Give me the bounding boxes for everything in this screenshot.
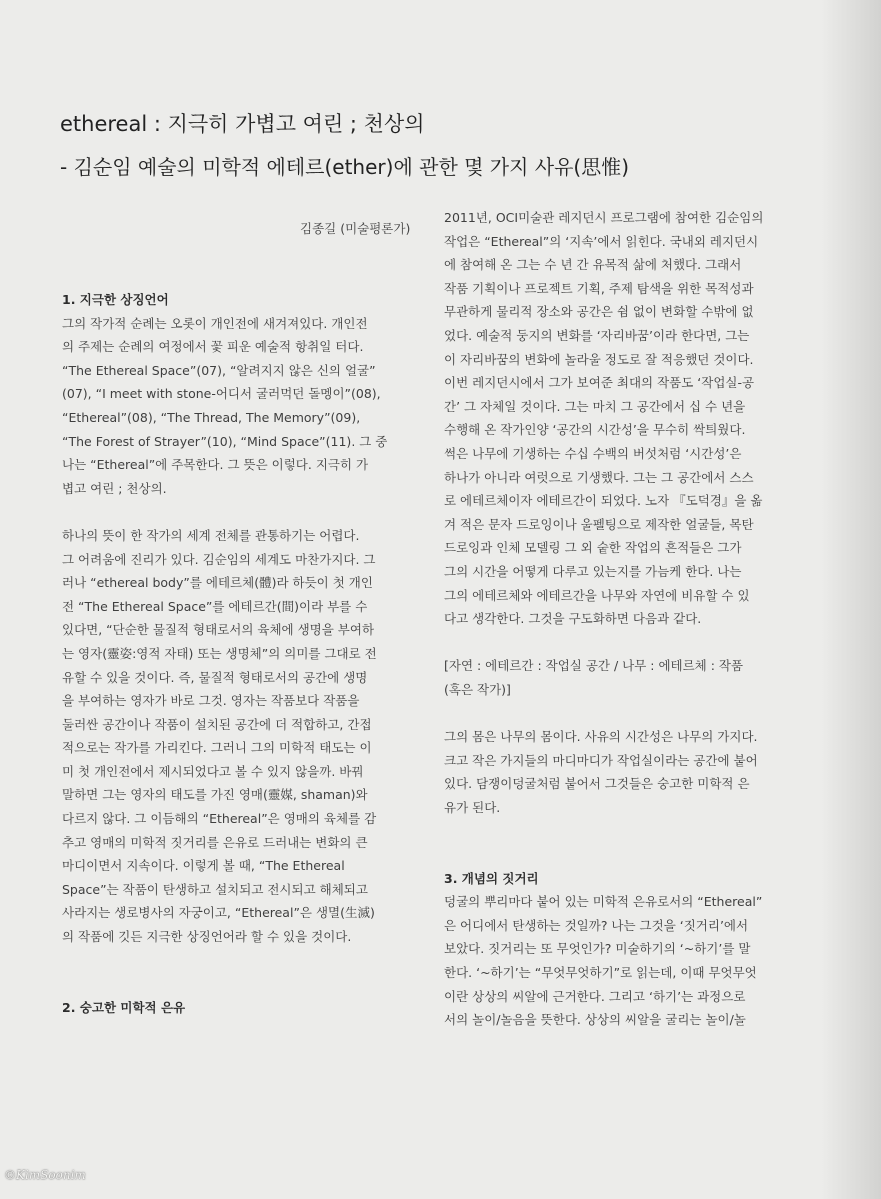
right-column	[444, 206, 770, 1032]
text-line: 간’ 그 자체일 것이다. 그는 마치 그 공간에서 십 수 년을	[444, 398, 746, 414]
article-title: ethereal : 지극히 가볍고 여린 ; 천상의	[60, 112, 425, 136]
text-line: 는 영자(靈姿:영적 자태) 또는 생명체”의 의미를 그대로 전	[62, 645, 377, 661]
text-line: 한다. ‘~하기’는 “무엇무엇하기”로 읽는데, 이때 무엇무엇	[444, 965, 757, 980]
text-line: 은 어디에서 탄생하는 것일까? 나는 그것을 ‘짓거리’에서	[444, 917, 749, 933]
copyright-watermark: ©KimSoonim	[4, 1168, 86, 1182]
text-line: 그 어려움에 진리가 있다. 김순임의 세계도 마찬가지다. 그	[62, 551, 376, 567]
text-line: Space”는 작품이 탄생하고 설치되고 전시되고 해체되고	[62, 881, 368, 897]
paragraph-gap	[444, 631, 770, 655]
section-heading: 2. 숭고한 미학적 은유	[62, 999, 186, 1015]
text-line: (혹은 작가)]	[444, 681, 511, 697]
text-line: 이 자리바꿈의 변화에 놀라울 정도로 잘 적응했던 것이다.	[444, 351, 754, 367]
text-line: 적으로는 작가를 가리킨다. 그러니 그의 미학적 태도는 이	[62, 740, 372, 756]
text-line: 러나 “ethereal body”를 에테르체(體)라 하듯이 첫 개인	[62, 575, 373, 591]
paragraph-gap	[62, 949, 388, 973]
text-line: 있다면, “단순한 물질적 형태로서의 육체에 생명을 부여하	[62, 622, 375, 638]
text-line: 볍고 여린 ; 천상의.	[62, 480, 167, 496]
text-line: 의 주제는 순례의 여정에서 꽃 피운 예술적 항취일 터다.	[62, 339, 364, 355]
paragraph-gap	[444, 701, 770, 725]
text-line: “Ethereal”(08), “The Thread, The Memory”(09),	[62, 409, 361, 425]
text-line: (07), “I meet with stone-어디서 굴러먹던 돌멩이”(08),	[62, 386, 381, 402]
text-line: 다고 생각한다. 그것을 구도화하면 다음과 같다.	[444, 611, 702, 627]
section-heading: 3. 개념의 짓거리	[444, 870, 539, 886]
text-line: 이란 상상의 씨알에 근거한다. 그리고 ‘하기’는 과정으로	[444, 988, 746, 1004]
text-line: 수행해 온 작가인양 ‘공간의 시간성’을 무수히 싹틔웠다.	[444, 422, 746, 438]
text-line: 겨 적은 문자 드로잉이나 울펠팅으로 제작한 얼굴들, 목탄	[444, 516, 754, 532]
text-line: 보았다. 짓거리는 또 무엇인가? 미술하기의 ‘~하기’를 말	[444, 941, 751, 957]
text-line: 나는 “Ethereal”에 주목한다. 그 뜻은 이렇다. 지극히 가	[62, 457, 369, 473]
text-line: [자연 : 에테르간 : 작업실 공간 / 나무 : 에테르체 : 작품	[444, 658, 744, 674]
text-line: 다르지 않다. 그 이듬해의 “Ethereal”은 영매의 육체를 감	[62, 811, 377, 827]
text-line: 그의 작가적 순례는 오롯이 개인전에 새겨져있다. 개인전	[62, 315, 368, 331]
text-line: “The Ethereal Space”(07), “알려지지 않은 신의 얼굴”	[62, 362, 376, 378]
text-line: 었다. 예술적 둥지의 변화를 ‘자리바꿈’이라 한다면, 그는	[444, 327, 750, 343]
paragraph-gap	[444, 843, 770, 867]
paragraph-gap	[444, 819, 770, 843]
paragraph-gap	[62, 972, 388, 996]
section-heading: 1. 지극한 상징언어	[62, 292, 169, 307]
text-line: 을 부여하는 영자가 바로 그것. 영자는 작품보다 작품을	[62, 693, 360, 709]
text-line: 덩굴의 뿌리마다 붙어 있는 미학적 은유로서의 “Ethereal”	[444, 894, 763, 910]
text-line: 마디이면서 지속이다. 이렇게 볼 때, “The Ethereal	[62, 858, 345, 874]
article-subtitle: - 김순임 예술의 미학적 에테르(ether)에 관한 몇 가지 사유(思惟)	[60, 155, 630, 179]
text-line: 서의 놀이/놀음을 뜻한다. 상상의 씨알을 굴리는 놀이/놀	[444, 1012, 746, 1028]
text-line: 작업은 “Ethereal”의 ‘지속’에서 읽힌다. 국내외 레지던시	[444, 233, 759, 249]
text-line: 둘러싼 공간이나 작품이 설치된 공간에 더 적합하고, 간접	[62, 716, 372, 732]
text-line: 무관하게 물리적 장소와 공간은 쉼 없이 변화할 수밖에 없	[444, 304, 754, 320]
text-line: 사라지는 생로병사의 자궁이고, “Ethereal”은 생멸(生滅)	[62, 905, 375, 921]
text-line: 로 에테르체이자 에테르간이 되었다. 노자 『도덕경』을 옮	[444, 493, 763, 509]
text-line: 썩은 나무에 기생하는 수십 수백의 버섯처럼 ‘시간성’은	[444, 445, 742, 461]
text-line: 하나가 아니라 여럿으로 기생했다. 그는 그 공간에서 스스	[444, 469, 754, 485]
text-line: 그의 시간을 어떻게 다루고 있는지를 가늠케 한다. 나는	[444, 563, 742, 579]
text-line: 전 “The Ethereal Space”를 에테르간(間)이라 부를 수	[62, 598, 368, 614]
text-line: 미 첫 개인전에서 제시되었다고 볼 수 있지 않을까. 바꿔	[62, 763, 364, 779]
page-edge-shadow	[821, 0, 881, 1199]
text-line: “The Forest of Strayer”(10), “Mind Space”(11). 그 중	[62, 433, 388, 449]
left-column	[62, 288, 388, 1019]
text-line: 유할 수 있을 것이다. 즉, 물질적 형태로서의 공간에 생명	[62, 669, 368, 685]
text-line: 유가 된다.	[444, 799, 501, 815]
text-line: 그의 몸은 나무의 몸이다. 사유의 시간성은 나무의 가지다.	[444, 729, 758, 745]
text-line: 이번 레지던시에서 그가 보여준 최대의 작품도 ‘작업실-공	[444, 375, 755, 391]
text-line: 추고 영매의 미학적 짓거리를 은유로 드러내는 변화의 큰	[62, 834, 368, 850]
text-line: 드로잉과 인체 모델링 그 외 숱한 작업의 흔적들은 그가	[444, 540, 742, 556]
text-line: 그의 에테르체와 에테르간을 나무와 자연에 비유할 수 있	[444, 587, 750, 603]
text-line: 에 참여해 온 그는 수 년 간 유목적 삶에 처했다. 그래서	[444, 257, 742, 273]
text-line: 말하면 그는 영자의 태도를 가진 영매(靈媒, shaman)와	[62, 787, 368, 803]
text-line: 의 작품에 깃든 지극한 상징언어라 할 수 있을 것이다.	[62, 929, 352, 945]
text-line: 있다. 담쟁이덩굴처럼 붙어서 그것들은 숭고한 미학적 은	[444, 776, 750, 792]
text-line: 2011년, OCI미술관 레지던시 프로그램에 참여한 김순임의	[444, 210, 764, 225]
author-byline: 김종길 (미술평론가)	[300, 221, 411, 236]
paragraph-gap	[62, 500, 388, 524]
text-line: 하나의 뜻이 한 작가의 세계 전체를 관통하기는 어렵다.	[62, 527, 360, 543]
text-line: 크고 작은 가지들의 마디마디가 작업실이라는 공간에 붙어	[444, 752, 758, 768]
text-line: 작품 기획이나 프로젝트 기획, 주제 탐색을 위한 목적성과	[444, 280, 754, 296]
